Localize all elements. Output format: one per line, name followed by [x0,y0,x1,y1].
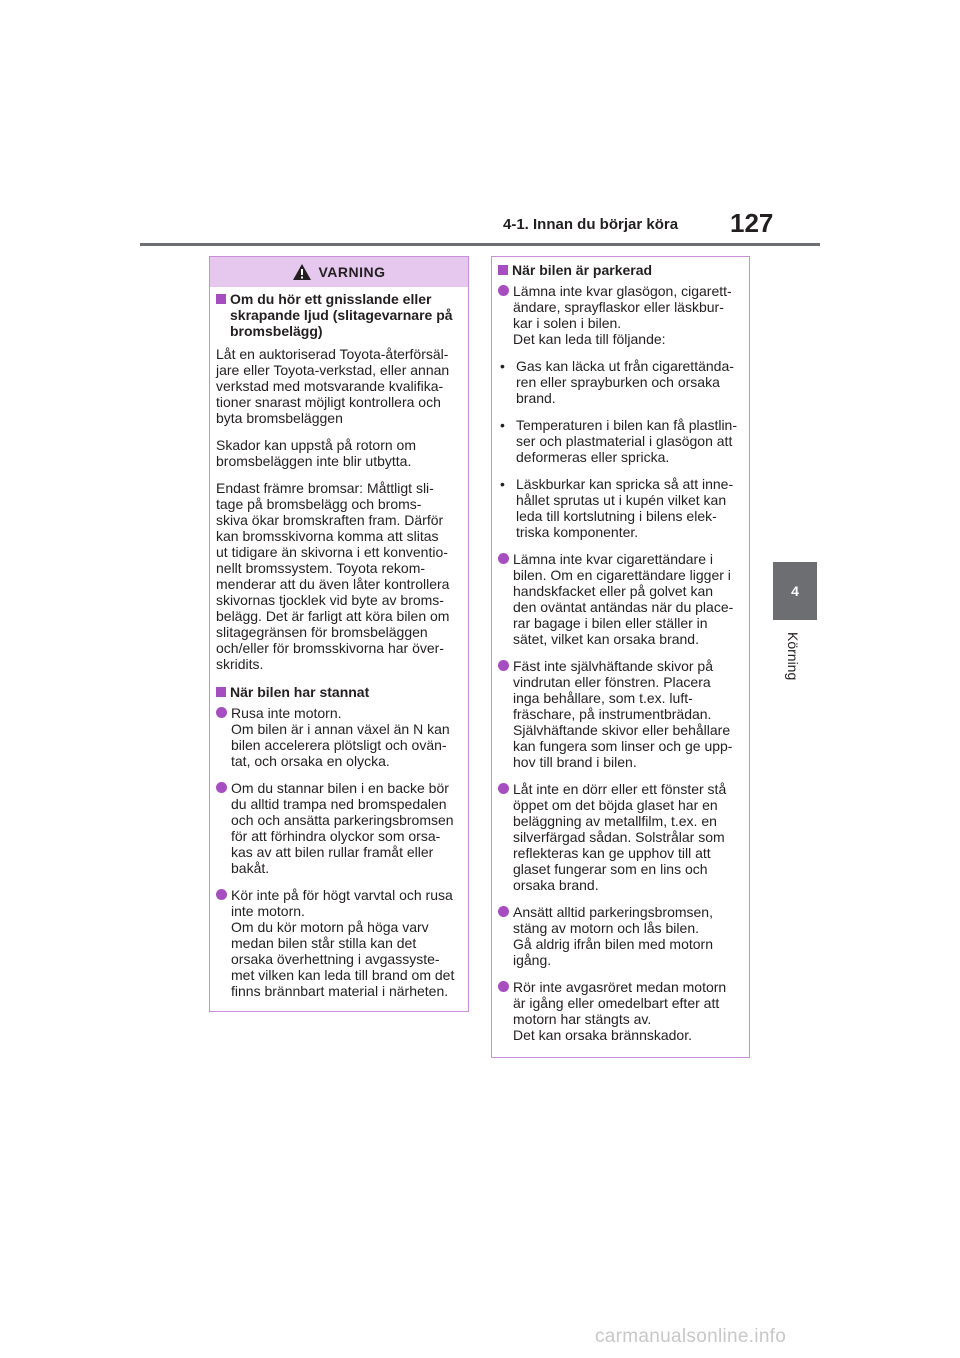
watermark-link[interactable]: carmanualsonline.info [595,1326,787,1347]
warning-triangle-icon [292,263,312,281]
list-item-text: Rör inte avgasröret medan motorn är igång eller omedelbart efter att motorn har stängts av. Det kan orsaka brännskador. [513,979,727,1043]
circle-bullet-icon [216,782,227,793]
circle-bullet-icon [216,707,227,718]
sub-list-item-text: Gas kan läcka ut från cigarettända- ren eller sprayburken och orsaka brand. [516,358,734,406]
circle-bullet-icon [498,783,509,794]
circle-bullet-icon [498,906,509,917]
square-bullet-icon [498,265,508,275]
chapter-number: 4 [791,583,799,599]
list-item-text: Kör inte på för högt varvtal och rusa inte motorn. Om du kör motorn på höga varv medan bilen står stilla kan det orsaka överhettning i avgassyste- met vilken kan leda till brand om det finns brännbart material i närheten. [231,887,455,999]
chapter-tab[interactable] [773,562,817,620]
sub-list-item [498,476,739,540]
dot-bullet-icon: • [500,358,505,374]
square-bullet-icon [216,294,226,304]
list-item [498,658,739,770]
heading-text: Om du hör ett gnisslande eller skrapande ljud (slitagevarnare på bromsbelägg) [230,291,453,339]
list-item-text: Rusa inte motorn. Om bilen är i annan växel än N kan bilen accelerera plötsligt och ovän- tat, och orsaka en olycka. [231,705,450,769]
header-divider [140,243,820,246]
warning-header [210,257,468,287]
list-item [498,979,739,1043]
list-item [216,705,458,769]
warning-heading [216,291,458,339]
sub-list-item-text: Läskburkar kan spricka så att inne- hållet sprutas ut i kupén vilket kan leda till kortslutning i bilens elek- triska komponenter. [516,476,734,540]
page-number: 127 [730,208,774,238]
list-item-text: Ansätt alltid parkeringsbromsen, stäng av motorn och lås bilen. Gå aldrig ifrån bilen med motorn igång. [513,904,713,968]
square-bullet-icon [216,687,226,697]
chapter-label: Körning [785,632,801,681]
warning-title: VARNING [318,264,386,280]
parked-warning-box [491,256,750,1058]
list-item [216,780,458,876]
dot-bullet-icon: • [500,417,505,433]
circle-bullet-icon [498,660,509,671]
list-item-text: Lämna inte kvar cigarettändare i bilen. Om en cigarettändare ligger i handskfacket eller på golvet kan den oväntat antändas när du place- rar bagage i bilen eller ställer in sätet, vilket kan orsaka brand. [513,551,734,647]
circle-bullet-icon [498,553,509,564]
list-item [498,781,739,893]
circle-bullet-icon [216,889,227,900]
sub-list-item [498,417,739,465]
paragraph: Låt en auktoriserad Toyota-återförsäl- jare eller Toyota-verkstad, eller annan verkstad med motsvarande kvalifika- tioner snarast möjligt kontrollera och byta bromsbeläggen [216,346,450,426]
list-item-text: Om du stannar bilen i en backe bör du alltid trampa ned bromspedalen och och ansätta parkeringsbromsen för att förhindra olyckor som orsa- kas av att bilen rullar framåt eller bakåt. [231,780,454,876]
section-title: 4-1. Innan du börjar köra [503,216,679,233]
heading-text: När bilen har stannat [230,684,370,700]
warning-heading [216,684,458,700]
list-item-text: Lämna inte kvar glasögon, cigarett- ändare, sprayflaskor eller läskbur- kar i solen i bilen. Det kan leda till följande: [513,283,732,347]
heading-text: När bilen är parkerad [512,262,653,278]
sub-list-item [498,358,739,406]
dot-bullet-icon: • [500,476,505,492]
list-item [498,551,739,647]
circle-bullet-icon [498,285,509,296]
warning-heading [498,262,739,278]
list-item [498,904,739,968]
list-item-text: Låt inte en dörr eller ett fönster stå öppet om det böjda glaset har en beläggning av metallfilm, t.ex. en silverfärgad sådan. Solstrålar som reflekteras kan ge upphov till att glaset fungerar som en lins och orsaka brand. [513,781,727,893]
list-item [498,283,739,347]
paragraph: Endast främre bromsar: Måttligt sli- tage på bromsbelägg och broms- skiva ökar bromskraften fram. Därför kan bromsskivorna komma att slitas ut tidigare än skivorna i ett konventio- nellt bromssystem. Toyota rekom- menderar att du även låter kontrollera skivornas tjocklek vid byte av broms- belägg. Det är farligt att köra bilen om slitagegränsen för bromsbeläggen och/eller för bromsskivorna har över- skridits. [216,480,450,672]
circle-bullet-icon [498,981,509,992]
list-item [216,887,458,999]
sub-list-item-text: Temperaturen i bilen kan få plastlin- ser och plastmaterial i glasögon att deformeras eller spricka. [516,417,738,465]
list-item-text: Fäst inte självhäftande skivor på vindrutan eller fönstren. Placera inga behållare, som t.ex. luft- fräschare, på instrumentbrädan. Självhäftande skivor eller behållare kan fungera som linser och ge upp- hov till brand i bilen. [513,658,733,770]
paragraph: Skador kan uppstå på rotorn om bromsbeläggen inte blir utbytta. [216,437,417,469]
warning-box [209,256,469,1012]
